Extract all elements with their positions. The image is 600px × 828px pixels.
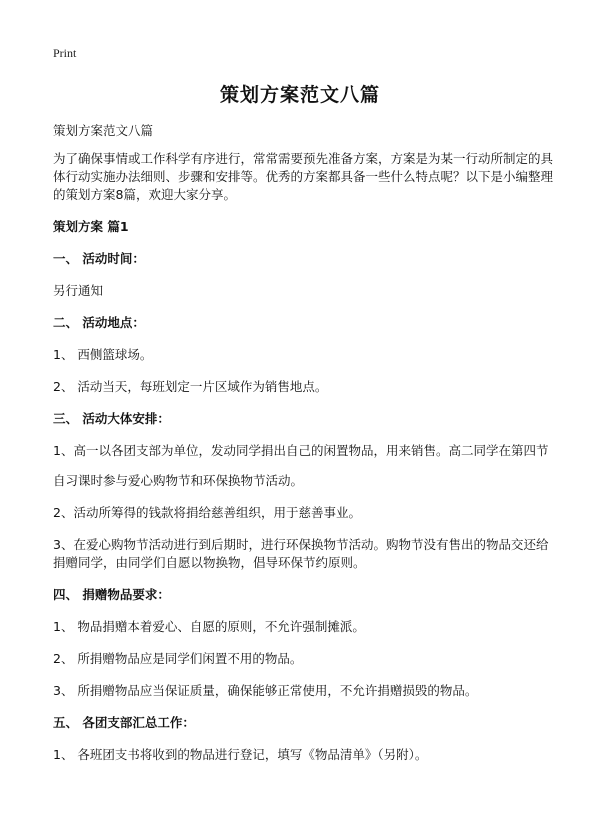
section-heading: 四、 捐赠物品要求：: [53, 587, 170, 602]
paragraph: 2、活动所筹得的钱款将捐给慈善组织，用于慈善事业。: [53, 505, 361, 520]
paragraph: 1、 西侧篮球场。: [53, 347, 153, 362]
paragraph: 自习课时参与爱心购物节和环保换物节活动。: [53, 473, 304, 488]
paragraph: 3、 所捐赠物品应当保证质量，确保能够正常使用，不允许捐赠损毁的物品。: [53, 683, 478, 698]
paragraph: 2、 活动当天，每班划定一片区域作为销售地点。: [53, 379, 328, 394]
section-heading: 一、 活动时间：: [53, 251, 145, 266]
document-subtitle: 策划方案范文八篇: [53, 123, 154, 138]
paragraph: 1、 物品捐赠本着爱心、自愿的原则，不允许强制摊派。: [53, 619, 365, 634]
section-heading: 二、 活动地点：: [53, 315, 145, 330]
section-heading: 三、 活动大体安排：: [53, 411, 170, 426]
section-heading: 策划方案 篇1: [53, 219, 129, 234]
paragraph: 3、在爱心购物节活动进行到后期时，进行环保换物节活动。购物节没有售出的物品交还给捐赠同学，由同学们自愿以物换物，倡导环保节约原则。: [53, 537, 549, 570]
document-title: 策划方案范文八篇: [219, 84, 380, 106]
print-label: Print: [53, 46, 77, 60]
paragraph: 另行通知: [53, 283, 104, 298]
paragraph: 1、 各班团支书将收到的物品进行登记，填写《物品清单》（另附）。: [53, 747, 428, 762]
paragraph: 2、 所捐赠物品应是同学们闲置不用的物品。: [53, 651, 303, 666]
intro-paragraph: 为了确保事情或工作科学有序进行，常常需要预先准备方案，方案是为某一行动所制定的具体行动实施办法细则、步骤和安排等。优秀的方案都具备一些什么特点呢？以下是小编整理的策划方案8篇，欢迎大家分享。: [53, 151, 554, 202]
paragraph: 1、高一以各团支部为单位，发动同学捐出自己的闲置物品，用来销售。高二同学在第四节: [53, 443, 549, 458]
document-content: [53, 122, 553, 778]
section-heading: 五、 各团支部汇总工作：: [53, 715, 195, 730]
